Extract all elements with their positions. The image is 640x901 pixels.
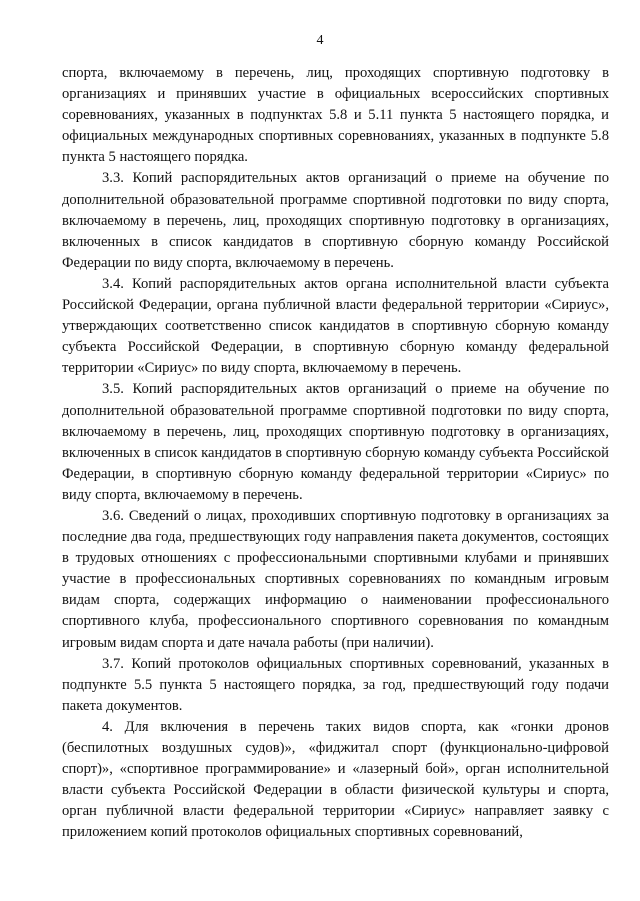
paragraph-continuation: спорта, включаемому в перечень, лиц, проходящих спортивную подготовку в организациях и принявших участие в официальных всероссийских спортивных соревнованиях, указанных в подпунктах 5.8 и 5.11 пункта 5 настоящего порядка, и официальных международных спортивных соревнованиях, указанных в подпункте 5.8 пункта 5 настоящего порядка. [62, 65, 609, 166]
paragraph-3-4: 3.4. Копий распорядительных актов органа исполнительной власти субъекта Российской Федерации, органа публичной власти федеральной территории «Сириус», утверждающих соответственно список кандидатов в спортивную сборную команду субъекта Российской Федерации, в спортивную сборную команду федеральной территории «Сириус» по виду спорта, включаемому в перечень. [62, 275, 609, 377]
paragraph-3-5: 3.5. Копий распорядительных актов организаций о приеме на обучение по дополнительной образовательной программе спортивной подготовки по виду спорта, включаемому в перечень, лиц, проходящих спортивную подготовку в организациях, включенных в список кандидатов в спортивную сборную команду субъекта Российской Федерации, в спортивную сборную команду федеральной территории «Сириус» по виду спорта, включаемому в перечень. [62, 381, 609, 503]
paragraph-4: 4. Для включения в перечень таких видов спорта, как «гонки дронов (беспилотных воздушных судов)», «фиджитал спорт (функционально-цифровой спорт)», «спортивное программирование» и «лазерный бой», орган исполнительной власти субъекта Российской Федерации в области физической культуры и спорта, орган публичной власти федеральной территории «Сириус» направляет заявку с приложением копий протоколов официальных спортивных соревнований, [62, 718, 609, 841]
paragraph-3-7: 3.7. Копий протоколов официальных спортивных соревнований, указанных в подпункте 5.5 пункта 5 настоящего порядка, за год, предшествующий году подачи пакета документов. [62, 655, 609, 714]
paragraph-3-6: 3.6. Сведений о лицах, проходивших спортивную подготовку в организациях за последние два года, предшествующих году направления пакета документов, состоящих в трудовых отношениях с профессиональными спортивными клубами и принявших участие в профессиональных спортивных соревнованиях по командным игровым видам спорта, содержащих информацию о наименовании профессионального спортивного клуба, профессионального спортивного соревнования по командным игровым видам спорта и дате начала работы (при наличии). [62, 507, 609, 651]
document-body [62, 63, 609, 843]
paragraph-3-3: 3.3. Копий распорядительных актов организаций о приеме на обучение по дополнительной образовательной программе спортивной подготовки по виду спорта, включаемому в перечень, лиц, проходящих спортивную подготовку в организациях, включенных в список кандидатов в спортивную сборную команду Российской Федерации по виду спорта, включаемому в перечень. [62, 170, 609, 271]
page-number: 4 [316, 33, 324, 48]
